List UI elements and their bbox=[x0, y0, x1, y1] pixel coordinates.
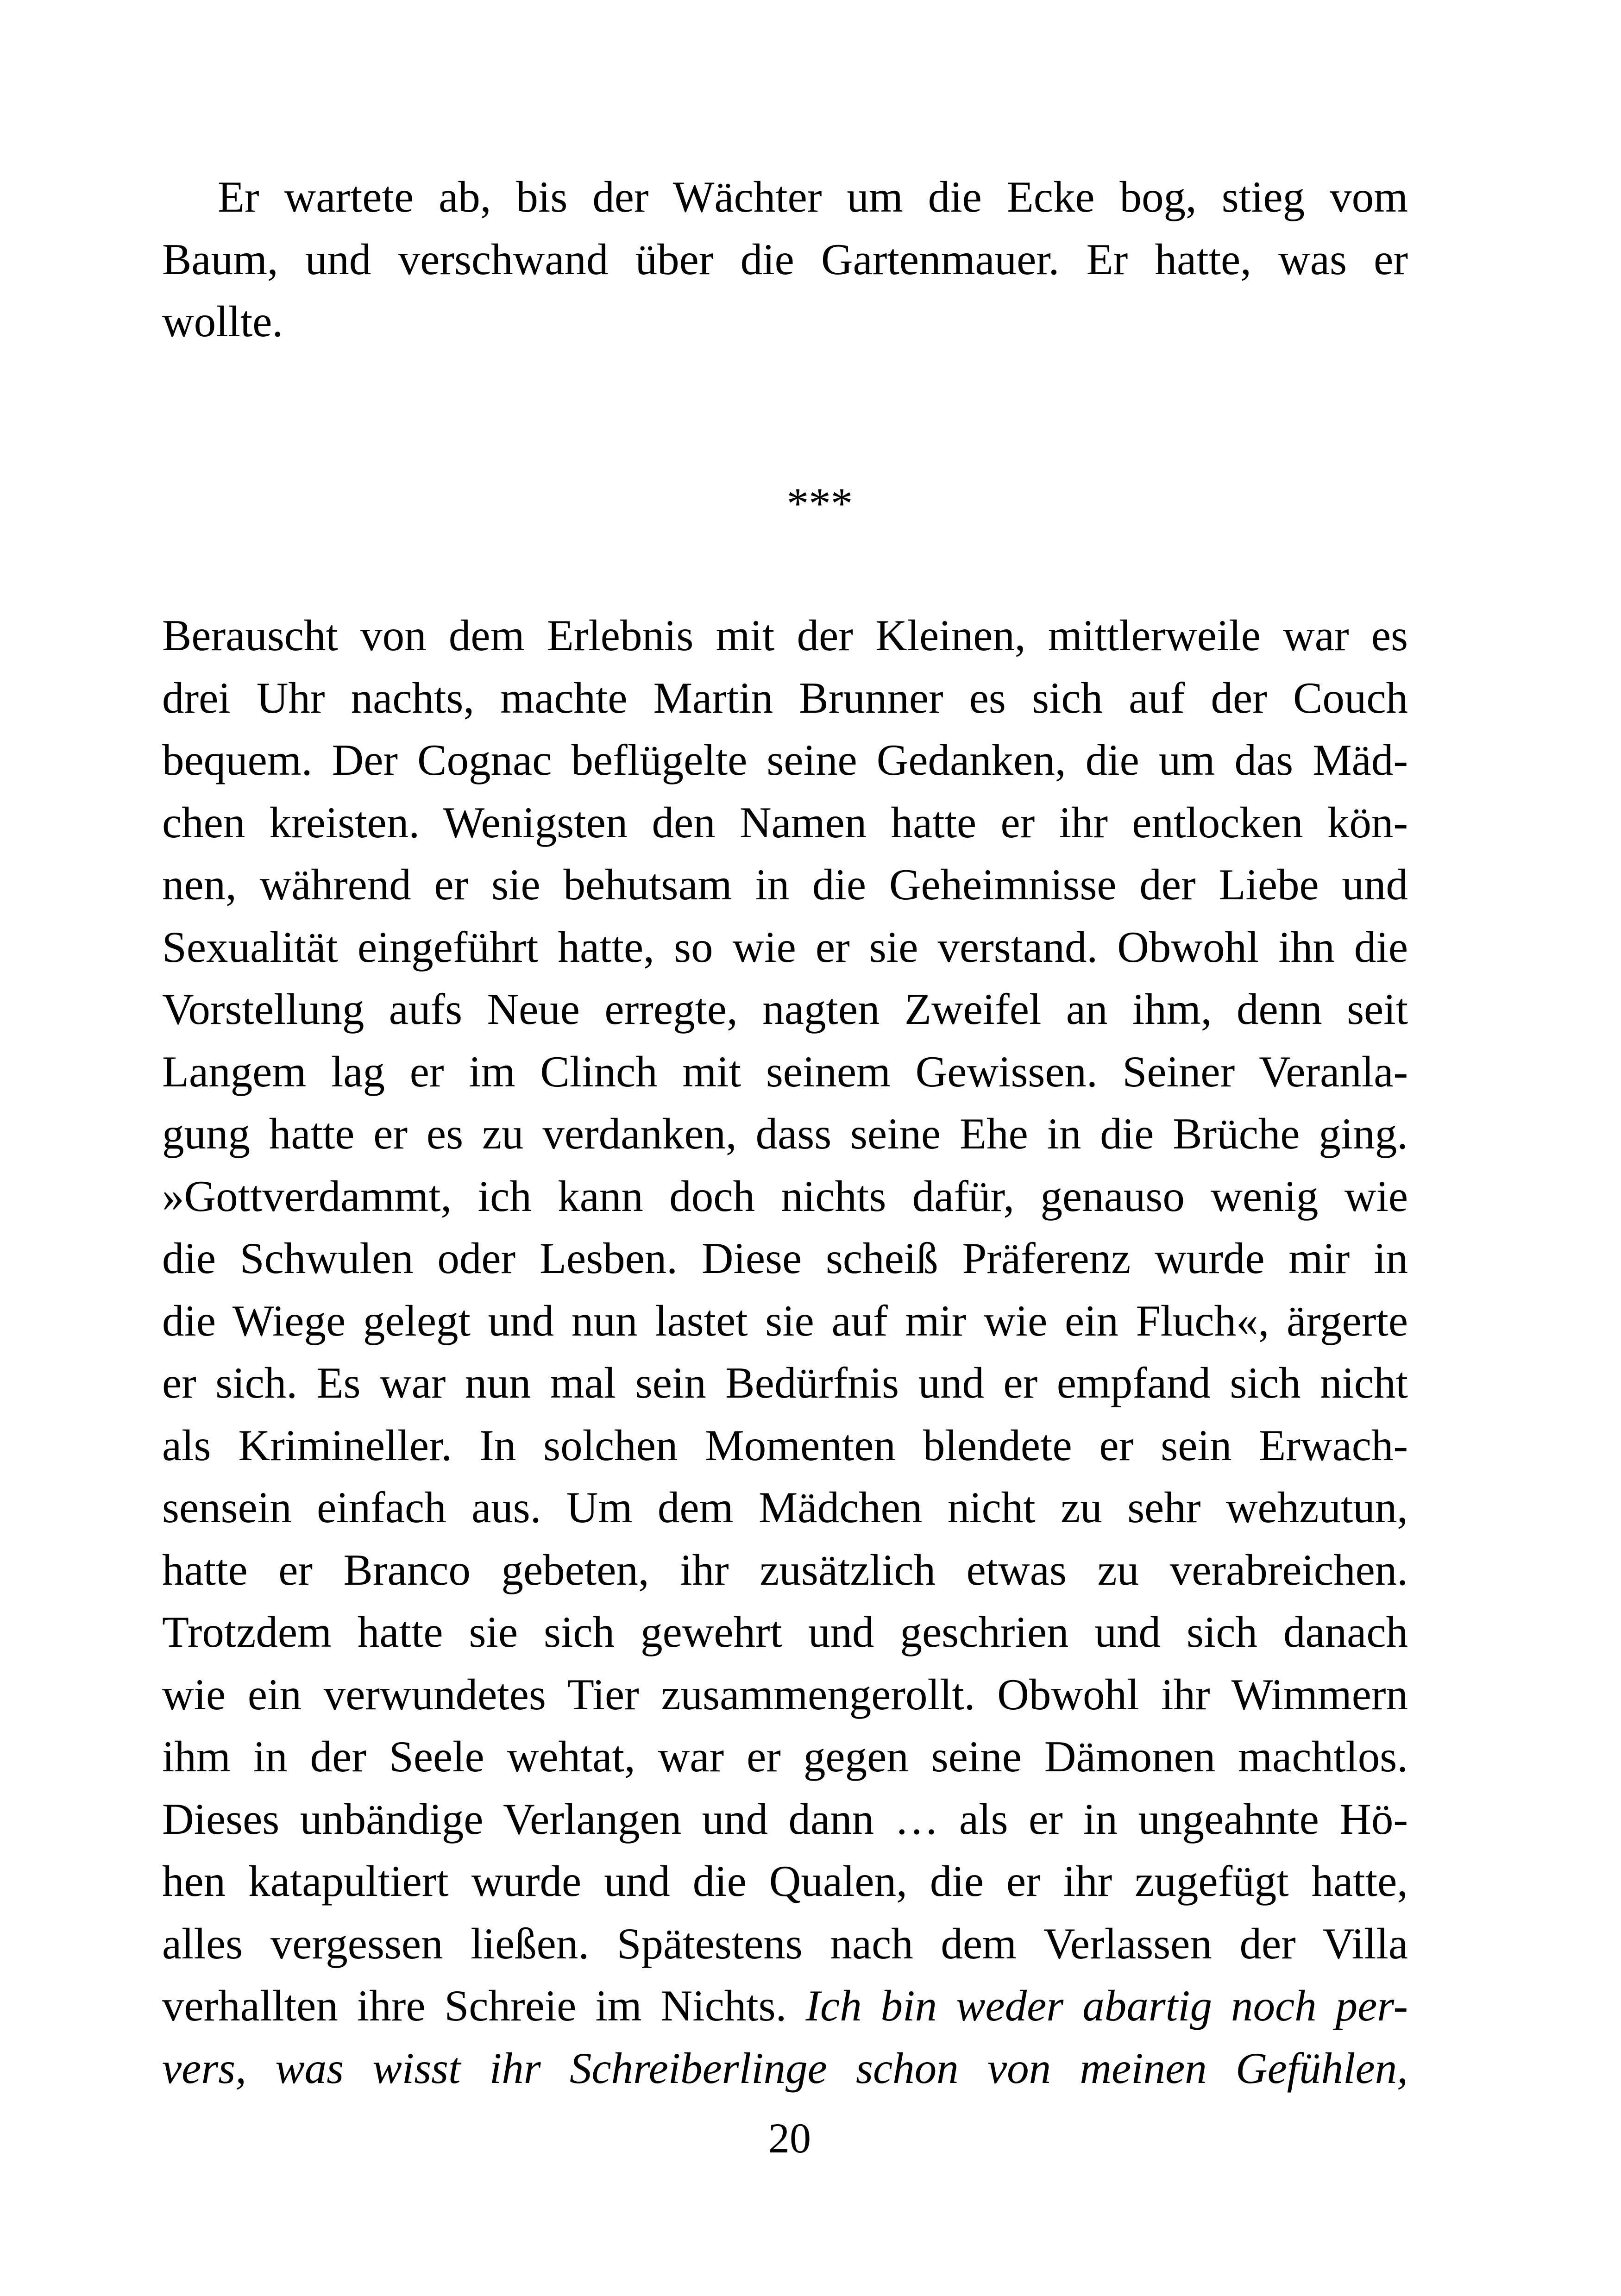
text-line: chen kreisten. Wenigsten den Namen hatte er ihr entlocken kön- bbox=[162, 797, 1408, 847]
text-line: Sexualität eingeführt hatte, so wie er sie verstand. Obwohl ihn die bbox=[162, 922, 1408, 972]
section-separator: *** bbox=[786, 479, 853, 528]
text-line: nen, während er sie behutsam in die Geheimnisse der Liebe und bbox=[162, 860, 1408, 909]
text-line: als Krimineller. In solchen Momenten blendete er sein Erwach- bbox=[162, 1420, 1408, 1470]
text-line: sensein einfach aus. Um dem Mädchen nicht zu sehr wehzutun, bbox=[162, 1483, 1408, 1532]
text-line: Baum, und verschwand über die Gartenmauer. Er hatte, was er bbox=[162, 234, 1408, 284]
text-line: wollte. bbox=[162, 297, 283, 346]
text-line: ihm in der Seele wehtat, war er gegen seine Dämonen machtlos. bbox=[162, 1732, 1408, 1781]
text-line: alles vergessen ließen. Spätestens nach dem Verlassen der Villa bbox=[162, 1919, 1408, 1968]
text-line: bequem. Der Cognac beflügelte seine Gedanken, die um das Mäd- bbox=[162, 735, 1408, 784]
text-line-italic: vers, was wisst ihr Schreiberlinge schon von meinen Gefühlen, bbox=[162, 2043, 1408, 2093]
page-number: 20 bbox=[768, 2114, 811, 2162]
book-page bbox=[162, 0, 1408, 2296]
italic-text: Ich bin weder abartig noch per- bbox=[805, 1981, 1408, 2030]
text-line: hatte er Branco gebeten, ihr zusätzlich etwas zu verabreichen. bbox=[162, 1545, 1408, 1594]
paragraph-2 bbox=[162, 604, 1408, 2099]
text-line: Langem lag er im Clinch mit seinem Gewissen. Seiner Veranla- bbox=[162, 1047, 1408, 1096]
text-line: Er wartete ab, bis der Wächter um die Ecke bog, stieg vom bbox=[218, 172, 1408, 221]
text-line: gung hatte er es zu verdanken, dass seine Ehe in die Brüche ging. bbox=[162, 1109, 1408, 1158]
text-line: wie ein verwundetes Tier zusammengerollt. Obwohl ihr Wimmern bbox=[162, 1669, 1408, 1719]
paragraph-1 bbox=[162, 166, 1408, 353]
text-line: Trotzdem hatte sie sich gewehrt und geschrien und sich danach bbox=[162, 1607, 1408, 1656]
text-line: er sich. Es war nun mal sein Bedürfnis und er empfand sich nicht bbox=[162, 1358, 1408, 1407]
text-line: Dieses unbändige Verlangen und dann … als er in ungeahnte Hö- bbox=[162, 1794, 1408, 1844]
text-line: hen katapultiert wurde und die Qualen, die er ihr zugefügt hatte, bbox=[162, 1857, 1408, 1906]
text-line-mixed bbox=[162, 1975, 1408, 2037]
text-line: Berauscht von dem Erlebnis mit der Kleinen, mittlerweile war es bbox=[162, 611, 1408, 660]
text-line: drei Uhr nachts, machte Martin Brunner es sich auf der Couch bbox=[162, 673, 1408, 722]
text-line: die Wiege gelegt und nun lastet sie auf mir wie ein Fluch«, ärgerte bbox=[162, 1296, 1408, 1345]
text-line: Vorstellung aufs Neue erregte, nagten Zweifel an ihm, denn seit bbox=[162, 985, 1408, 1034]
text-line: die Schwulen oder Lesben. Diese scheiß Präferenz wurde mir in bbox=[162, 1234, 1408, 1283]
roman-text: verhallten ihre Schreie im Nichts. bbox=[162, 1981, 806, 2030]
text-line: »Gottverdammt, ich kann doch nichts dafür, genauso wenig wie bbox=[162, 1171, 1408, 1221]
